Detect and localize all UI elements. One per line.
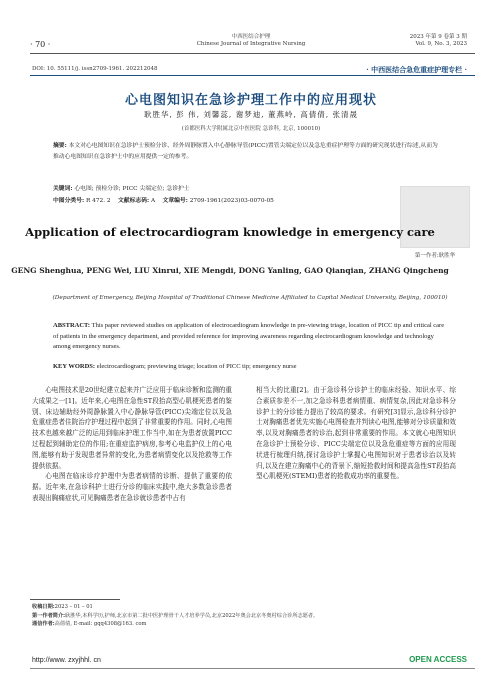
received-label: 收稿日期: (32, 604, 55, 610)
journal-url-link[interactable]: http://www. zxyjhhl. cn (32, 657, 101, 664)
doc-code-value: A (150, 198, 156, 204)
article-number-value: 2709-1961(2023)03-0070-05 (189, 198, 274, 204)
column-tag: · 中西医结合急危重症护理专栏 · (366, 65, 467, 74)
abstract-cn (53, 141, 443, 162)
keywords-en (53, 363, 445, 370)
clc-value: R 472. 2 (85, 198, 111, 204)
keywords-en-text: electrocardiogram; previewing triage; location of PICC tip; emergency nurse (96, 363, 297, 370)
doc-code-label: 文献标志码: (118, 198, 150, 204)
header-divider (30, 53, 475, 54)
open-access-badge: OPEN ACCESS (409, 655, 467, 664)
classification-info (53, 196, 283, 207)
footnote-divider (30, 599, 120, 600)
article-title-en: Application of electrocardiogram knowledge in emergency care (25, 225, 435, 239)
received-date (32, 603, 472, 612)
column-divider (30, 75, 475, 76)
affiliation-cn: (首都医科大学附属北京中医医院 急诊科, 北京, 100010) (181, 126, 321, 132)
issue-info-en: Vol. 9, No. 3, 2023 (415, 41, 467, 47)
page-number: · 70 · (30, 40, 51, 49)
contact-label: 通信作者: (32, 621, 55, 627)
bio-value: 耿胜华,本科学历,护师,北京市第二批中医护理骨干人才培养学员,北京2022年奥会北京冬奥村综合诊所志愿者。 (65, 612, 319, 619)
authors-cn: 耿胜华, 彭 伟, 刘馨蕊, 谢梦迪, 董燕岭, 高倩倩, 张清晟 (144, 110, 358, 119)
body-column-right (256, 385, 456, 482)
author-bio (32, 612, 472, 621)
affiliation-en: (Department of Emergency, Beijing Hospital of Traditional Chinese Medicine Affiliated to Capital Medical University, Beijing, 100010) (52, 295, 448, 301)
contact-value: 高倩倩, E-mail: gqq4308@163. com (54, 621, 147, 627)
abstract-cn-text: 本文对心电图知识在急诊护士预检分诊、经外周静脉置入中心静脉导管(PICC)置管尖端定位以及急危重症护理等方面的研究现状进行综述,从而为推动心电图知识在急诊护士中的应用提供一定的参考。 (53, 143, 438, 160)
abstract-cn-label: 摘要: (53, 143, 67, 149)
issue-info-cn: 2023 年第 9 卷第 3 期 (409, 34, 467, 40)
body-column-left (32, 385, 232, 504)
article-title-cn: 心电图知识在急诊护理工作中的应用现状 (124, 93, 377, 108)
abstract-en-label: ABSTRACT: (53, 322, 91, 329)
bio-label: 第一作者简介: (32, 612, 66, 619)
corresponding-author (32, 620, 472, 629)
keywords-en-label: KEY WORDS: (53, 363, 96, 370)
keywords-cn-text: 心电图; 预检分诊; PICC 尖端定位; 急诊护士 (74, 186, 190, 192)
journal-title-cn: 中西医结合护理 (231, 34, 271, 40)
keywords-cn (53, 183, 443, 192)
abstract-en (53, 321, 445, 353)
journal-title-en: Chinese Journal of Integrative Nursing (196, 41, 306, 47)
doi-text: DOI: 10. 55111/j. issn2709-1961. 202212048 (32, 66, 158, 72)
authors-en: GENG Shenghua, PENG Wei, LIU Xinrui, XIE Mengdi, DONG Yanling, GAO Qianqian, ZHANG Qingcheng (11, 266, 449, 275)
body-paragraph: 心电图技术是20世纪建立起来并广泛应用于临床诊断和监测的重大成果之一[1]。近年来,心电图在急性ST段抬高型心肌梗死患者的鉴别、床边辅助经外周静脉置入中心静脉导管(PICC)尖端定位以及急危重症患者住院治疗护理过程中起到了非常重要的作用。同时,心电图技术也越来越广泛的运用到临床护理工作当中,如在为患者放置PICC过程起到辅助定位的作用;在重症监护病房,参考心电监护仪上的心电图,能够有助于发现患者异常的变化,为患者病情变化以及抢救等工作提供依据。 (32, 386, 232, 470)
body-paragraph: 相当大的比重[2]。由于急诊科分诊护士的临床经验、知识水平、综合素质参差不一,加之急诊科患者病情重、病情复杂,因此对急诊科分诊护士的分诊能力提出了较高的要求。有研究[3]显示,急诊科分诊护士对胸痛患者优先实施心电图检查并判读心电图,能够对分诊质量和效率,以及对胸痛患者的诊治,起到非常重要的作用。本文就心电图知识在急诊护士预检分诊、PICC尖端定位以及急危重症等方面的应用现状进行梳理归纳,探讨急诊护士掌握心电图知识对于患者诊治以及转归,以及在建立胸痛中心的背景下,缩短抢救时间和提高急性ST段抬高型心肌梗死(STEMI)患者的抢救成功率的重要性。 (256, 386, 456, 481)
footer-divider (30, 668, 475, 669)
abstract-en-text: This paper reviewed studies on application of electrocardiogram knowledge in pre-viewing triage, location of PICC tip and critical care of patients in the emergency department, and provided reference for improving awareness regarding electrocardiogram knowledge and technology among emergency nurses. (53, 322, 445, 350)
article-number-label: 文章编号: (162, 198, 188, 204)
body-paragraph: 心电图在临床诊疗护理中为患者病情的诊断、提供了重要的依据。近年来,在急诊科护士进行分诊的临床实践中,绝大多数急诊患者表现出胸痛症状,可见胸痛患者在急诊就诊患者中占有 (32, 472, 232, 502)
author-photo-caption: 第一作者:耿胜华 (414, 253, 456, 259)
received-value: 2023 – 01 – 01 (54, 604, 93, 610)
clc-label: 中图分类号: (53, 198, 85, 204)
keywords-cn-label: 关键词: (53, 186, 73, 192)
footnote (32, 603, 472, 629)
